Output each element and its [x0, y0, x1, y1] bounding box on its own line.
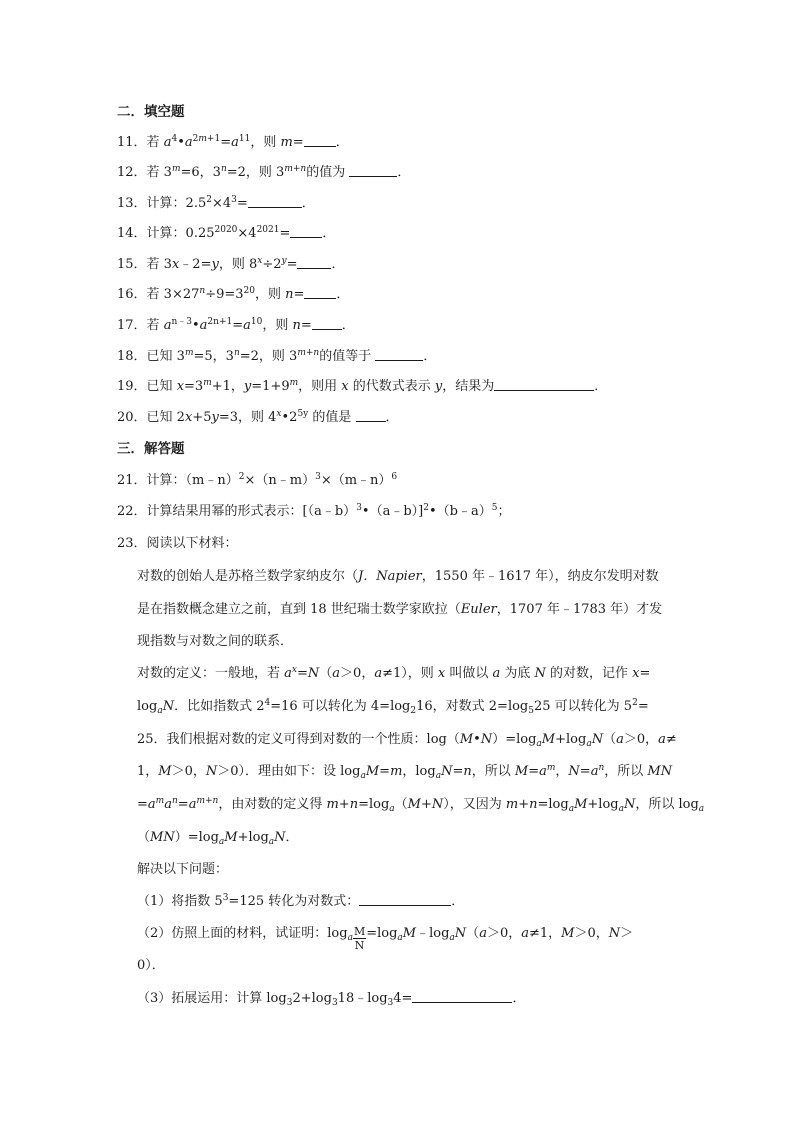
answer-blank[interactable]	[297, 256, 331, 269]
section-title: 三．解答题	[117, 441, 185, 457]
answer-blank[interactable]	[349, 164, 397, 177]
answer-blank[interactable]	[412, 990, 512, 1003]
question-13: 13．计算：$2.5^2\times 4^3=$ ．	[117, 195, 315, 211]
question-22: 22．计算结果用幂的形式表示：[（a﹣b）$^3$•（a﹣b）]$^2$•（b﹣a）$^5$；	[117, 503, 511, 519]
answer-blank[interactable]	[494, 378, 594, 391]
answer-blank[interactable]	[375, 348, 423, 361]
question-23: 23．阅读以下材料：	[117, 536, 238, 551]
answer-blank[interactable]	[304, 286, 336, 299]
section-title: 二．填空题	[117, 104, 185, 120]
question-15: 15．若 3x﹣2=y，则 $8^x\div 2^y=$ ．	[117, 256, 345, 272]
answer-blank[interactable]	[304, 134, 336, 147]
sub-question-1: （1）将指数 $5^3=125$ 转化为对数式： ．	[137, 893, 465, 909]
answer-blank[interactable]	[248, 195, 302, 208]
question-20: 20．已知 2x+5y=3，则 $4^x•2^{5y}$ 的值是 ．	[117, 409, 399, 425]
material-text: 25．我们根据对数的定义可得到对数的一个性质：$\log(M•N)=\log_aM+\log_aN(a>0$，a≠	[137, 732, 677, 749]
question-16: 16．若 $3\times 27^n\div 9=3^{20}$，则 n= ．	[117, 286, 350, 302]
sub-question-2: （2）仿照上面的材料，试证明：$\log_a$ $\frac{M}{N}$ $=\log_aM﹣\log_aN(a>0$，a≠1，M＞0，N＞	[137, 925, 634, 952]
fraction: $\frac{M}{N}$	[353, 925, 366, 952]
sub-question-2-cont: 0）．	[137, 958, 165, 973]
question-14: 14．计算：$0.25^{2020}\times 4^{2021}=$ ．	[117, 225, 336, 241]
question-19: 19．已知 $x=3^m+1$，$y=1+9^m$，则用 x 的代数式表示 y，结果为 ．	[117, 378, 608, 394]
material-text: $=a^ma^n=a^{m+n}$，由对数的定义得 $m+n=\log_a(M+N)$，又因为 $m+n=\log_aM+\log_aN$，所以 $\log_a$	[137, 796, 705, 814]
answer-blank[interactable]	[356, 409, 386, 422]
question-18: 18．已知 $3^m=5$，$3^n=2$，则 $3^{m+n}$的值等于 ．	[117, 348, 437, 364]
material-text: 1，M＞0，N＞0）．理由如下：设 $\log_aM=m$，$\log_aN=n$，所以 $M=a^m$，$N=a^n$，所以 MN	[137, 763, 673, 781]
answer-blank[interactable]	[290, 225, 322, 238]
material-text: 对数的定义：一般地，若 $a^x=N(a>0$，a≠1），则 x 叫做以 a 为底 N 的对数，记作 x=	[137, 665, 651, 681]
material-text: 对数的创始人是苏格兰数学家纳皮尔（J．Napier，1550 年﹣1617 年），纳皮尔发明对数	[137, 569, 659, 584]
question-17: 17．若 $a^{n﹣3}•a^{2n+1}=a^{10}$，则 n= ．	[117, 317, 355, 333]
sub-question-3: （3）拓展运用：计算 $\log_32+\log_318﹣\log_34=$ ．	[137, 991, 526, 1008]
answer-blank[interactable]	[359, 893, 451, 906]
question-21: 21．计算：（m﹣n）$^2$×（n﹣m）$^3$×（m﹣n）$^6$	[117, 472, 398, 488]
solve-heading: 解决以下问题：	[137, 862, 229, 877]
material-text: $\log_aN$．比如指数式 $2^4=16$ 可以转化为 $4=\log_216$，对数式 $2=\log_525$ 可以转化为 $5^2=$	[137, 698, 649, 716]
question-11: 11．若 $a^4•a^{2m+1}=a^{11}$，则 m= ．	[117, 134, 349, 150]
material-text: 是在指数概念建立之前，直到 18 世纪瑞士数学家欧拉（Euler，1707 年﹣1783 年）才发	[137, 602, 663, 617]
answer-blank[interactable]	[312, 317, 342, 330]
material-text: 现指数与对数之间的联系．	[137, 634, 294, 649]
question-12: 12．若 $3^m=6$，$3^n=2$，则 $3^{m+n}$的值为 ．	[117, 164, 411, 180]
material-text: $(MN)=\log_aM+\log_aN$．	[137, 830, 299, 847]
